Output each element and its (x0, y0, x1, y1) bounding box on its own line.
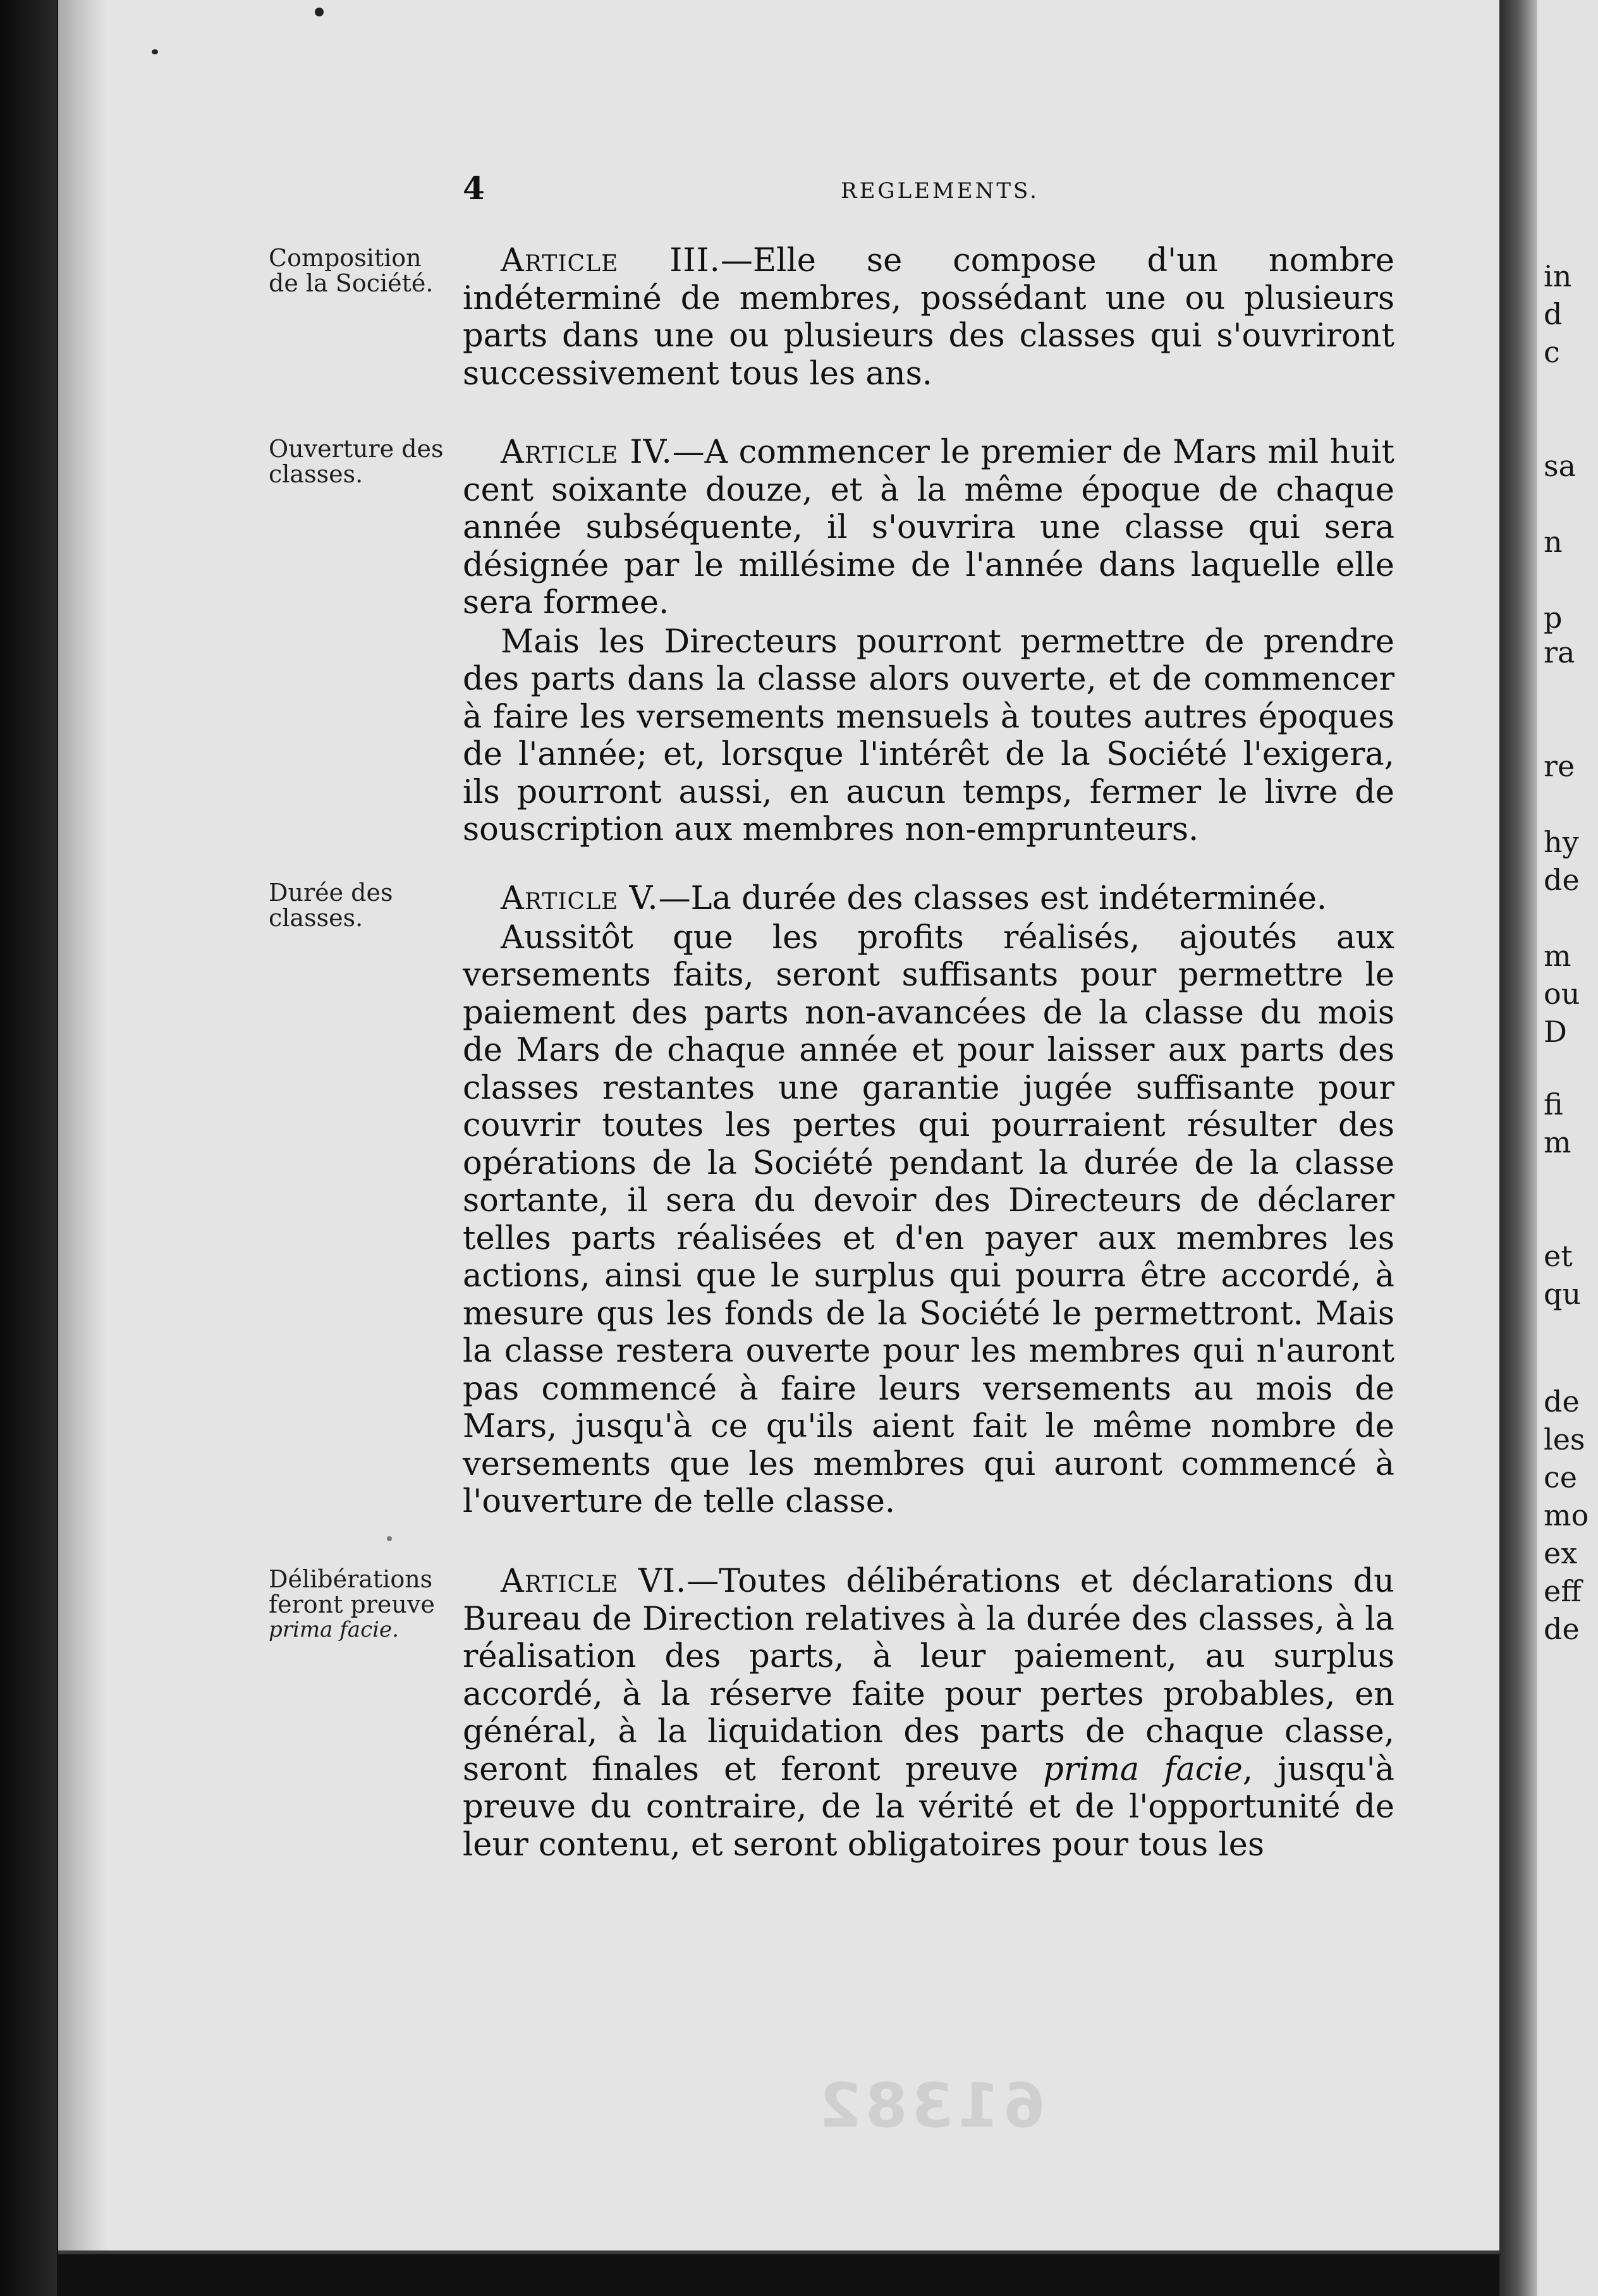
facing-fragment: ou (1544, 977, 1580, 1011)
facing-page-edge (1537, 0, 1598, 2296)
italic-phrase: prima facie (1043, 1750, 1243, 1788)
margin-note-line: classes. (269, 460, 363, 488)
facing-fragment: et (1544, 1239, 1573, 1273)
margin-note-duree (269, 880, 458, 931)
facing-fragment: de (1544, 1384, 1580, 1419)
running-head (0, 169, 1598, 214)
library-stamp: 61382 (815, 2070, 1046, 2141)
paragraph (463, 919, 1394, 1521)
paragraph-text: Mais les Directeurs pourront permettre de prendre des parts dans la classe alors ouverte, et de commencer à faire les versements mensuels à toutes autres époques de l'année; et, lorsque l'intérêt de la Société l'exigera, ils pourront aussi, en aucun temps, fermer le livre de souscription aux membres non-emprunteurs. (463, 623, 1394, 848)
margin-note-line: de la Société. (269, 269, 434, 297)
paragraph-text: —A commencer le premier de Mars mil huit cent soixante douze, et à la même époque de chaque année subséquente, il s'ouvrira une classe qui sera désignée par le millésime de l'année dans laquelle elle sera formee. (463, 434, 1394, 621)
page-gutter (1499, 0, 1537, 2296)
facing-fragment: de (1544, 863, 1580, 897)
facing-fragment: ce (1544, 1460, 1577, 1494)
article-heading: Article V. (501, 880, 659, 917)
paragraph-text: Aussitôt que les profits réalisés, ajoutés aux versements faits, seront suffisants pour permettre le paiement des parts non-avancées de la classe du mois de Mars de chaque année et pour laisser aux parts des classes restantes une garantie jugée suffisante pour couvrir toutes les pertes qui pourraient résulter des opérations de la Société pendant la durée de la classe sortante, il sera du devoir des Directeurs de déclarer telles parts réalisées et d'en payer aux membres les actions, ainsi que le surplus qui pourra être accordé, à mesure qus les fonds de la Société le permettront. Mais la classe restera ouverte pour les membres qui n'auront pas commencé à faire leurs versements au mois de Mars, jusqu'à ce qu'ils aient fait le même nombre de versements que les membres qui auront commencé à l'ouverture de telle classe. (463, 919, 1394, 1520)
margin-note-deliberations (269, 1566, 458, 1642)
scan-speck (152, 49, 158, 54)
running-title: REGLEMENTS. (841, 178, 1039, 204)
paragraph-text: —Toutes délibérations et déclarations du Bureau de Direction relatives à la durée des classes, à la réalisation des parts, à leur paiement, au surplus accordé, à la réserve faite pour pertes probables, en général, à la liquidation des parts de chaque classe, seront finales et feront preuve (463, 1563, 1394, 1788)
article-iv (463, 434, 1394, 849)
facing-fragment: eff (1544, 1574, 1582, 1608)
facing-fragment: m (1544, 1125, 1571, 1159)
facing-fragment: les (1544, 1422, 1585, 1456)
facing-fragment: fi (1544, 1087, 1563, 1121)
facing-fragment: qu (1544, 1277, 1582, 1311)
margin-note-line: Délibérations (269, 1565, 433, 1593)
paragraph (463, 242, 1394, 393)
margin-note-composition (269, 245, 458, 296)
margin-note-line: classes. (269, 904, 363, 932)
facing-fragment: p (1544, 601, 1563, 635)
facing-fragment: D (1544, 1015, 1567, 1049)
page-number: 4 (463, 169, 485, 207)
paragraph-text-tail: , jusqu'à preuve du contraire, de la vérité et de l'opportunité de leur contenu, et seront obligatoires pour tous les (463, 1750, 1394, 1864)
paragraph (463, 880, 1394, 918)
paragraph-text: —La durée des classes est indéterminée. (658, 880, 1327, 917)
paragraph (463, 1563, 1394, 1864)
scan-speck (387, 1536, 392, 1541)
article-heading: Article VI. (501, 1563, 687, 1600)
facing-fragment: ex (1544, 1536, 1578, 1570)
scan-border-left (0, 0, 57, 2296)
paragraph (463, 434, 1394, 622)
margin-note-line: prima facie. (269, 1617, 399, 1642)
margin-note-line: Durée des (269, 879, 393, 907)
scan-speck (315, 8, 324, 16)
facing-fragment: ra (1544, 635, 1575, 669)
facing-fragment: mo (1544, 1498, 1589, 1532)
facing-fragment: c (1544, 335, 1560, 369)
margin-note-ouverture (269, 436, 458, 487)
article-iii (463, 242, 1394, 393)
facing-fragment: hy (1544, 825, 1579, 859)
article-vi (463, 1563, 1394, 1864)
facing-fragment: n (1544, 525, 1563, 559)
facing-fragment: in (1544, 259, 1572, 293)
paragraph-text: —Elle se compose d'un nombre indéterminé de membres, possédant une ou plusieurs parts dans une ou plusieurs des classes qui s'ouvriront successivement tous les ans. (463, 242, 1394, 393)
margin-note-line: Composition (269, 244, 422, 272)
article-v (463, 880, 1394, 1521)
article-heading: Article III. (501, 242, 721, 279)
margin-note-line: feront preuve (269, 1591, 435, 1618)
facing-fragment: re (1544, 749, 1575, 783)
facing-fragment: de (1544, 1612, 1580, 1646)
article-heading: Article IV. (501, 434, 673, 471)
facing-fragment: sa (1544, 449, 1577, 483)
margin-note-line: Ouverture des (269, 435, 444, 463)
facing-fragment: d (1544, 297, 1563, 331)
paragraph (463, 623, 1394, 849)
facing-fragment: m (1544, 939, 1571, 973)
